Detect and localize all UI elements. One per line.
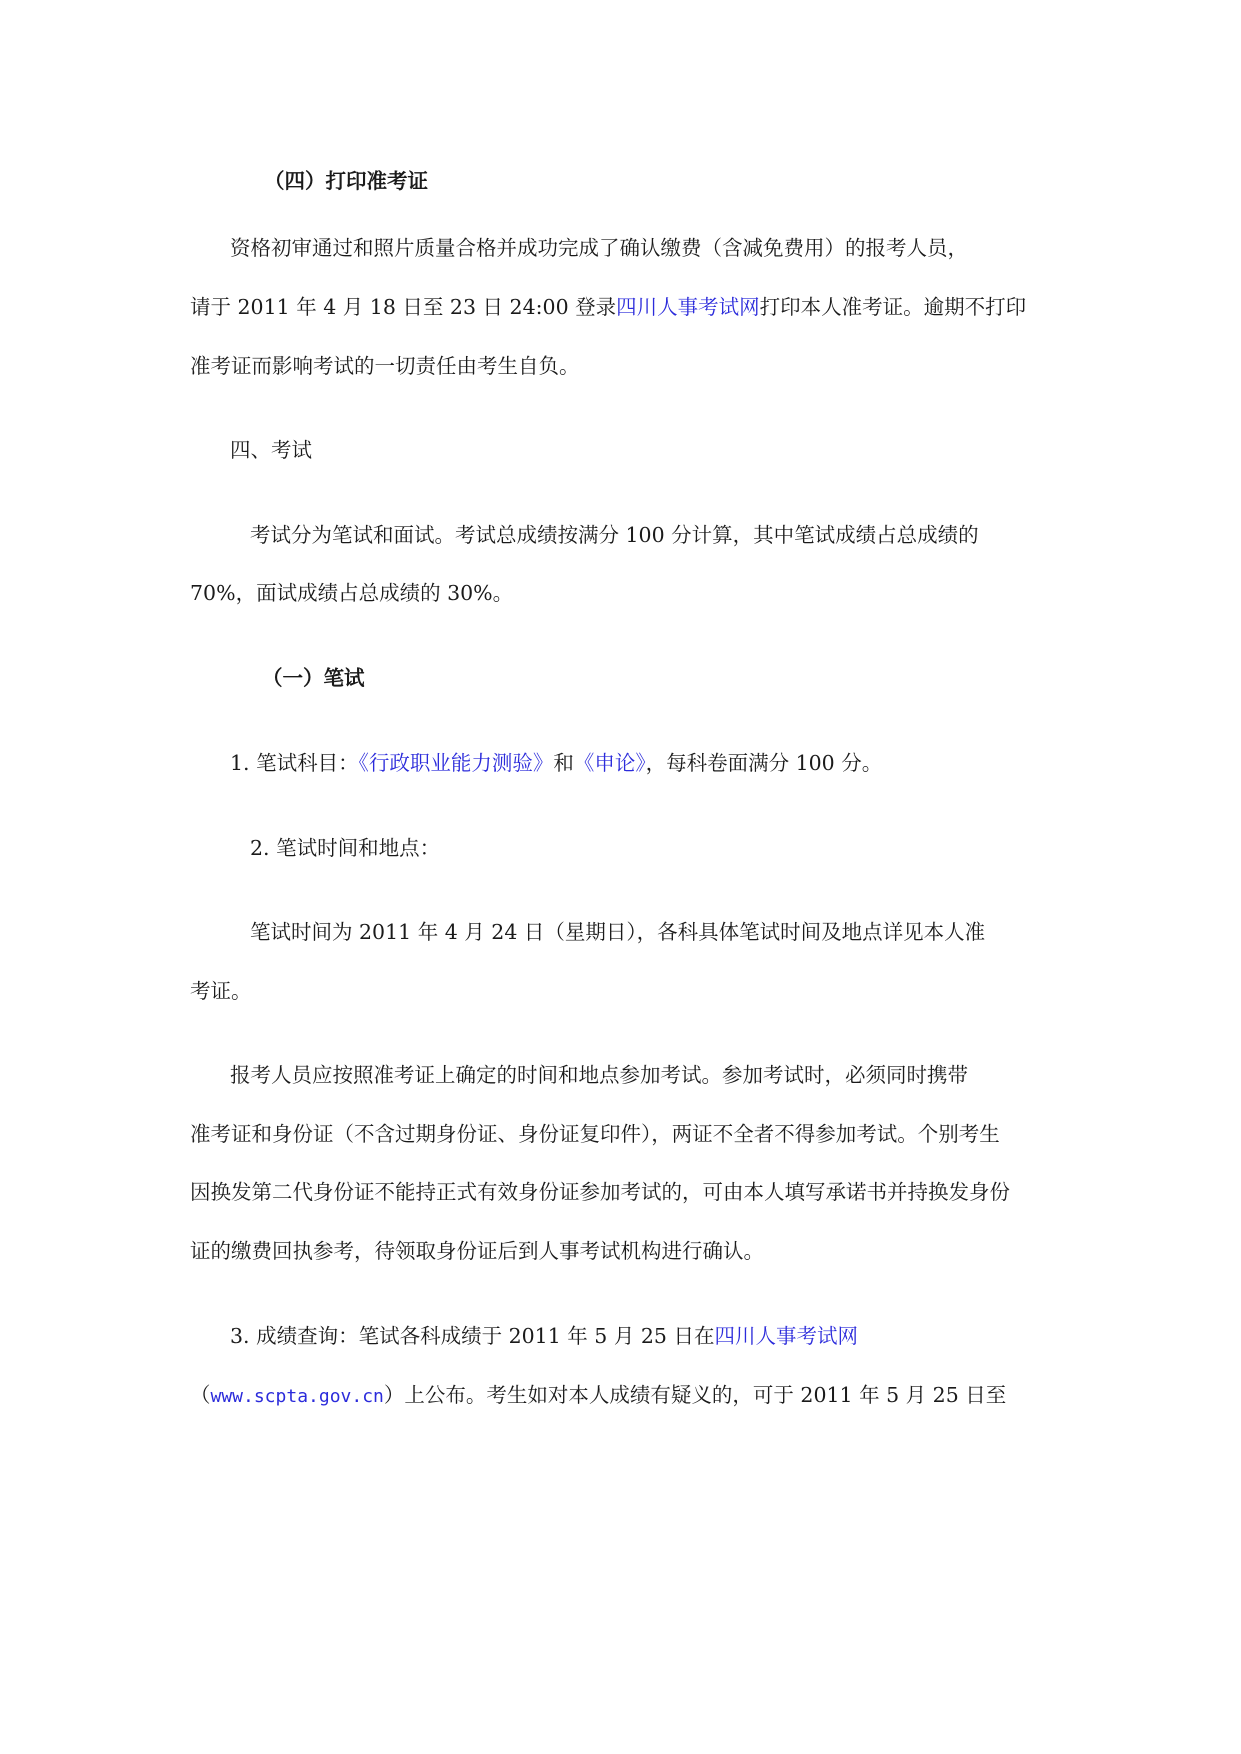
- subject-link-essay[interactable]: 《申论》: [573, 751, 646, 775]
- text-span: 和: [553, 751, 574, 775]
- paragraph-line: 准考证而影响考试的一切责任由考生自负。: [190, 354, 580, 378]
- text-span: ，每科卷面满分 100 分。: [645, 751, 883, 775]
- paragraph-line: 考证。: [190, 979, 252, 1003]
- paragraph-line: 70%，面试成绩占总成绩的 30%。: [190, 581, 514, 605]
- list-item: [230, 748, 882, 778]
- text-span: （: [190, 1383, 211, 1407]
- paragraph-line: 报考人员应按照准考证上确定的时间和地点参加考试。参加考试时，必须同时携带: [230, 1063, 968, 1087]
- paragraph-line: [190, 292, 1026, 322]
- list-item: [230, 1321, 858, 1351]
- section-heading-exam: 四、考试: [230, 438, 312, 462]
- text-span: 请于 2011 年 4 月 18 日至 23 日 24:00 登录: [190, 295, 617, 319]
- heading-written-exam: （一）笔试: [262, 666, 365, 690]
- text-span: ）上公布。考生如对本人成绩有疑义的，可于 2011 年 5 月 25 日至: [383, 1383, 1007, 1407]
- scpta-link[interactable]: 四川人事考试网: [714, 1324, 858, 1348]
- scpta-url-link[interactable]: www.scpta.gov.cn: [210, 1386, 384, 1407]
- list-item: 2. 笔试时间和地点：: [250, 836, 441, 860]
- paragraph-line: [190, 1380, 1006, 1412]
- text-span: 3. 成绩查询：笔试各科成绩于 2011 年 5 月 25 日在: [230, 1324, 715, 1348]
- paragraph-line: 证的缴费回执参考，待领取身份证后到人事考试机构进行确认。: [190, 1239, 764, 1263]
- paragraph-line: 准考证和身份证（不含过期身份证、身份证复印件），两证不全者不得参加考试。个别考生: [190, 1122, 1000, 1146]
- paragraph-line: 笔试时间为 2011 年 4 月 24 日（星期日），各科具体笔试时间及地点详见本人准: [250, 920, 986, 944]
- paragraph-line: 考试分为笔试和面试。考试总成绩按满分 100 分计算，其中笔试成绩占总成绩的: [250, 523, 979, 547]
- paragraph-line: 资格初审通过和照片质量合格并成功完成了确认缴费（含减免费用）的报考人员，: [230, 236, 968, 260]
- scpta-link[interactable]: 四川人事考试网: [616, 295, 760, 319]
- heading-print-admission-ticket: （四）打印准考证: [264, 169, 428, 193]
- text-span: 1. 笔试科目：: [230, 751, 359, 775]
- text-span: 打印本人准考证。逾期不打印: [759, 295, 1027, 319]
- subject-link-aptitude-test[interactable]: 《行政职业能力测验》: [358, 751, 554, 775]
- paragraph-line: 因换发第二代身份证不能持正式有效身份证参加考试的，可由本人填写承诺书并持换发身份: [190, 1180, 1010, 1204]
